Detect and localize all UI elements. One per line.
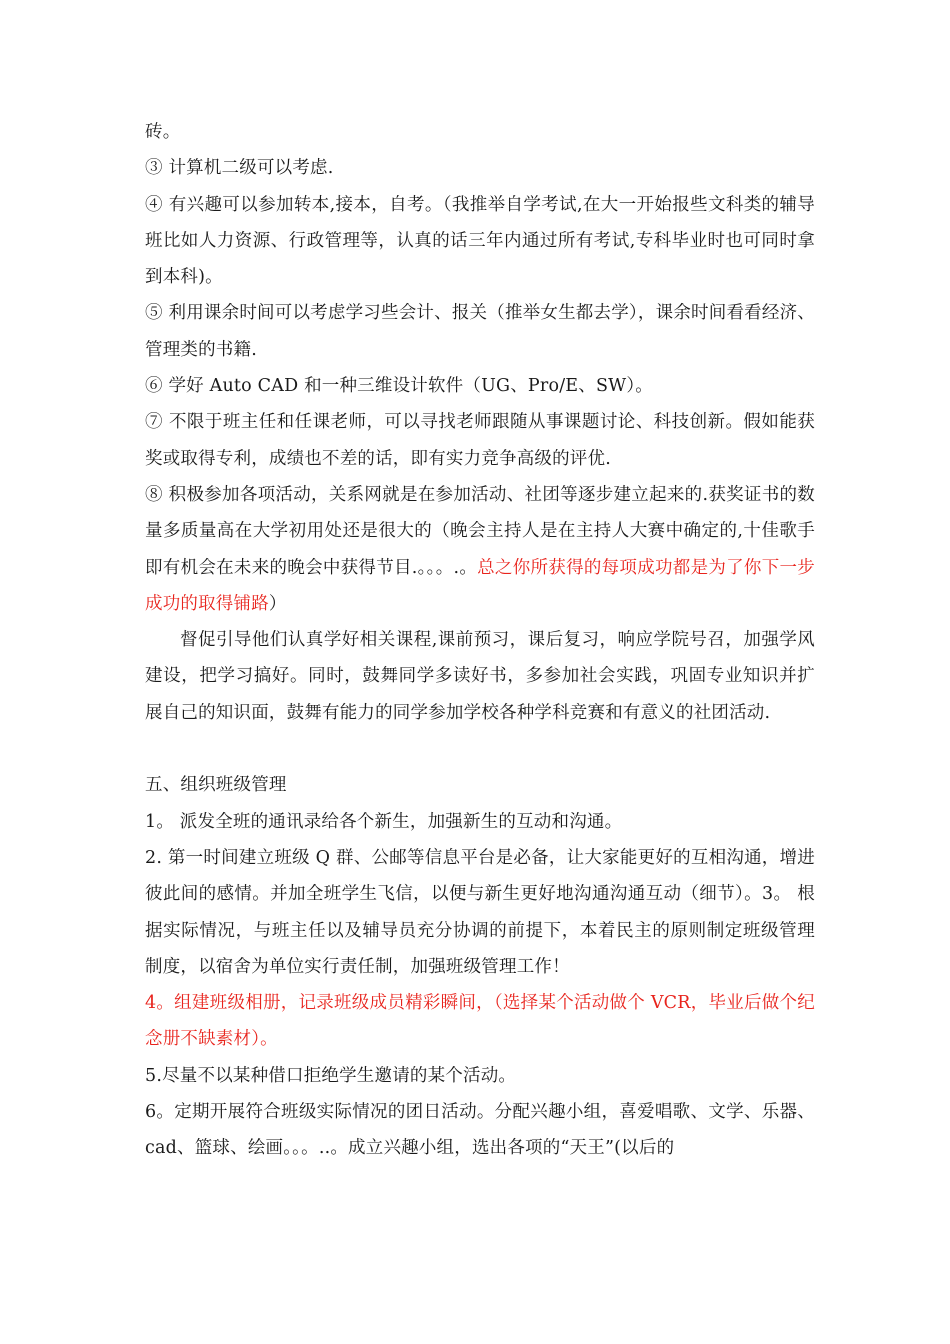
management-item-6: 6。定期开展符合班级实际情况的团日活动。分配兴趣小组，喜爱唱歌、文学、乐器、cad、篮球、绘画。。。..。成立兴趣小组，选出各项的“天王”(以后的 [145, 1102, 815, 1159]
list-item-4: ④ 有兴趣可以参加转本,接本，自考。（我推举自学考试,在大一开始报些文科类的辅导班比如人力资源、行政管理等，认真的话三年内通过所有考试,专科毕业时也可同时拿到本科)。 [145, 194, 815, 288]
management-item-4: 4。组建班级相册，记录班级成员精彩瞬间，（选择某个活动做个 VCR，毕业后做个纪念册不缺素材）。 [145, 993, 815, 1050]
list-item-8-text: ⑧ 积极参加各项活动，关系网就是在参加活动、社团等逐步建立起来的.获奖证书的数量多质量高在大学初用处还是很大的（晚会主持人是在主持人大赛中确定的,十佳歌手即有机会在未来的晚会中获得节目.。。。.。 [145, 484, 815, 578]
list-item-8 [145, 477, 815, 622]
management-item-2: 2. 第一时间建立班级 Q 群、公邮等信息平台是必备，让大家能更好的互相沟通，增进彼此间的感情。并加全班学生飞信，以便与新生更好地沟通沟通互动（细节）。3。 根据实际情况，与班主任以及辅导员充分协调的前提下，本着民主的原则制定班级管理制度，以宿舍为单位实行责任制，加强班级管理工作！ [145, 847, 815, 977]
list-item-6: ⑥ 学好 Auto CAD 和一种三维设计软件（UG、Pro/E、SW）。 [145, 376, 653, 397]
list-item-3: ③ 计算机二级可以考虑. [145, 158, 334, 179]
paragraph-brick: 砖。 [145, 122, 181, 142]
list-item-8-highlight: 总之你所获得的每项成功都是为了你下一步成功的取得铺路 [145, 557, 815, 614]
management-item-1: 1。 派发全班的通讯录给各个新生，加强新生的互动和沟通。 [145, 811, 623, 832]
blank-line [145, 731, 815, 767]
list-item-7: ⑦ 不限于班主任和任课老师，可以寻找老师跟随从事课题讨论、科技创新。假如能获奖或取得专利，成绩也不差的话，即有实力竞争高级的评优. [145, 412, 815, 469]
section-heading-5: 五、组织班级管理 [145, 775, 287, 796]
list-item-5: ⑤ 利用课余时间可以考虑学习些会计、报关（推举女生都去学），课余时间看看经济、管理类的书籍. [145, 303, 815, 360]
list-item-8-close: ） [268, 593, 287, 614]
document-body [145, 114, 815, 1167]
management-item-5: 5.尽量不以某种借口拒绝学生邀请的某个活动。 [145, 1065, 517, 1086]
paragraph-supervise: 督促引导他们认真学好相关课程,课前预习，课后复习，响应学院号召，加强学风建设，把学习搞好。同时，鼓舞同学多读好书，多参加社会实践，巩固专业知识并扩展自己的知识面，鼓舞有能力的同学参加学校各种学科竞赛和有意义的社团活动. [145, 630, 815, 723]
